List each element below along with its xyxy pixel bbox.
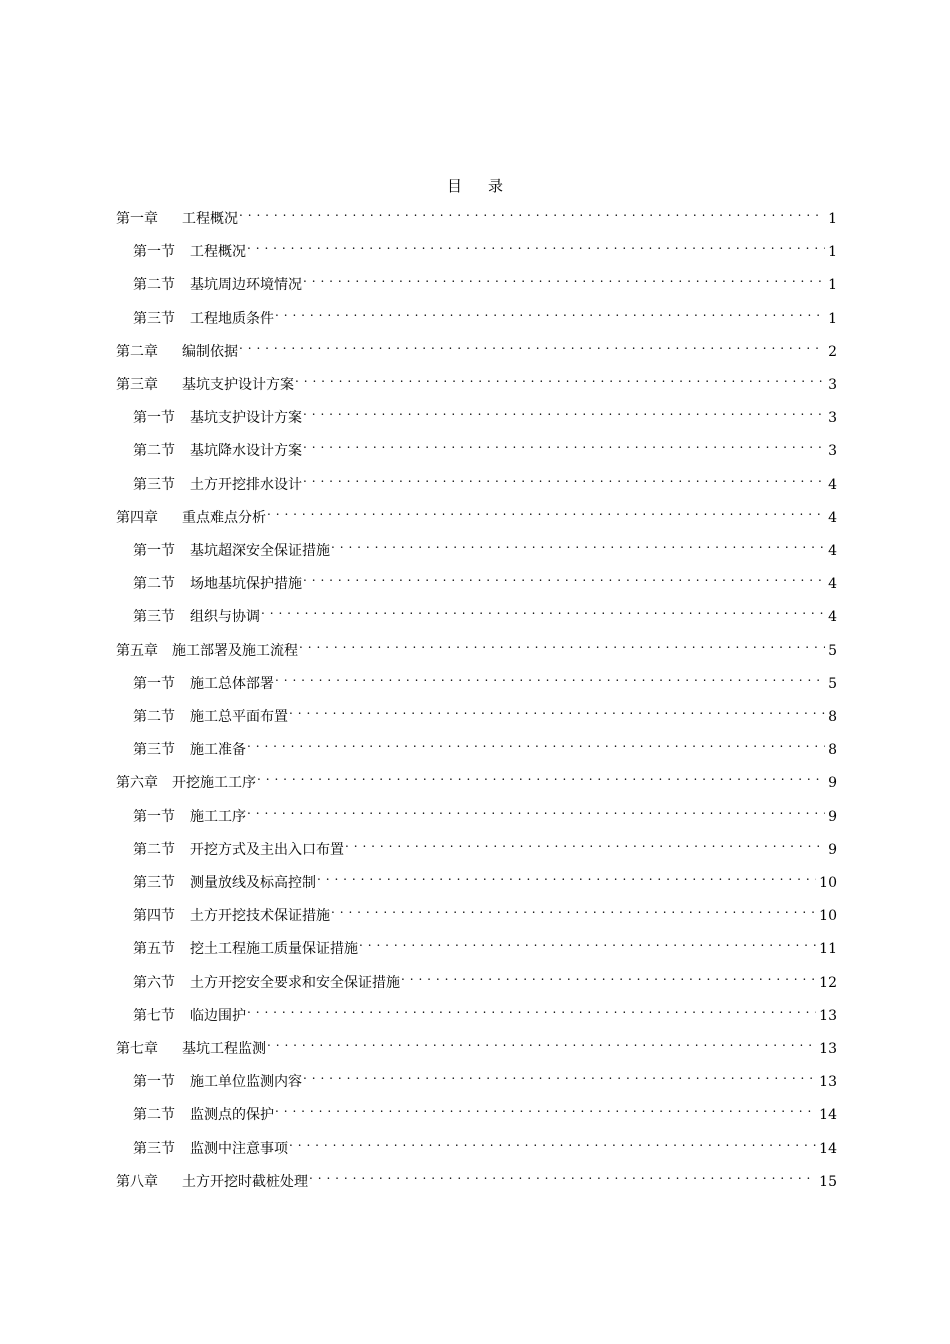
toc-entry-label — [133, 872, 316, 894]
toc-chapter-entry[interactable] — [116, 633, 837, 659]
toc-section-entry[interactable] — [133, 998, 837, 1024]
toc-entry-number: 第五节 — [133, 941, 175, 958]
toc-entry-label — [116, 374, 294, 396]
toc-section-entry[interactable] — [133, 931, 837, 958]
toc-entry-title: 开挖施工工序 — [172, 775, 256, 792]
toc-dot-leader — [345, 832, 825, 854]
toc-entry-number: 第七节 — [133, 1007, 175, 1024]
toc-section-entry[interactable] — [133, 1097, 837, 1124]
toc-chapter-entry[interactable] — [116, 765, 837, 792]
toc-dot-leader — [261, 599, 825, 621]
toc-entry-page-number: 4 — [828, 543, 837, 559]
toc-entry-page-number: 14 — [819, 1140, 837, 1157]
toc-entry-title: 基坑支护设计方案 — [190, 410, 302, 427]
toc-section-entry[interactable] — [133, 234, 837, 261]
toc-entry-label — [133, 274, 302, 296]
toc-dot-leader — [247, 998, 816, 1020]
toc-dot-leader — [239, 201, 825, 223]
toc-chapter-entry[interactable] — [116, 367, 837, 393]
toc-entry-number: 第八章 — [116, 1173, 158, 1190]
toc-entry-number: 第二章 — [116, 343, 158, 360]
toc-entry-title: 基坑工程监测 — [182, 1041, 266, 1057]
toc-entry-label — [133, 1071, 302, 1093]
toc-entry-page-number: 8 — [828, 742, 837, 759]
toc-entry-page-number: 10 — [819, 875, 837, 891]
toc-entry-label — [133, 440, 302, 462]
toc-entry-title: 基坑支护设计方案 — [182, 377, 294, 393]
toc-entry-number: 第二节 — [133, 277, 175, 294]
toc-section-entry[interactable] — [133, 1064, 837, 1091]
toc-entry-title: 基坑降水设计方案 — [190, 443, 302, 460]
toc-entry-number: 第二节 — [133, 841, 175, 858]
toc-entry-number: 第二节 — [133, 709, 175, 725]
toc-entry-title: 施工总平面布置 — [190, 709, 288, 725]
toc-entry-page-number: 15 — [819, 1173, 837, 1190]
toc-dot-leader — [303, 566, 825, 588]
toc-dot-leader — [331, 533, 825, 555]
toc-dot-leader — [289, 699, 825, 721]
toc-entry-label — [116, 507, 266, 529]
toc-entry-number: 第四章 — [116, 509, 158, 526]
toc-dot-leader — [239, 334, 825, 356]
toc-section-entry[interactable] — [133, 433, 837, 460]
toc-section-entry[interactable] — [133, 898, 837, 925]
toc-entry-number: 第七章 — [116, 1041, 158, 1057]
toc-dot-leader — [275, 666, 825, 688]
toc-entry-number: 第三节 — [133, 609, 175, 626]
toc-dot-leader — [303, 400, 825, 422]
toc-entry-label — [133, 806, 246, 828]
toc-entry-label — [133, 673, 274, 695]
toc-entry-title: 挖土工程施工质量保证措施 — [190, 941, 358, 958]
toc-entry-page-number: 1 — [828, 277, 837, 294]
toc-dot-leader — [299, 633, 825, 655]
toc-dot-leader — [247, 234, 825, 256]
toc-entry-page-number: 1 — [828, 244, 837, 261]
toc-entry-page-number: 5 — [828, 642, 837, 659]
toc-entry-title: 基坑超深安全保证措施 — [190, 543, 330, 559]
toc-entry-title: 监测中注意事项 — [190, 1140, 288, 1157]
toc-entry-title: 土方开挖安全要求和安全保证措施 — [190, 974, 400, 991]
toc-dot-leader — [401, 965, 816, 987]
toc-section-entry[interactable] — [133, 1131, 837, 1157]
toc-entry-page-number: 13 — [819, 1074, 837, 1091]
toc-title-part2: 录 — [488, 177, 504, 195]
toc-dot-leader — [247, 732, 825, 754]
toc-entry-page-number: 12 — [819, 974, 837, 991]
toc-entry-page-number: 4 — [828, 509, 837, 526]
toc-dot-leader — [295, 367, 825, 389]
toc-dot-leader — [303, 467, 825, 489]
toc-entry-title: 施工工序 — [190, 808, 246, 825]
toc-entry-number: 第四节 — [133, 908, 175, 925]
toc-section-entry[interactable] — [133, 666, 837, 692]
toc-entry-label — [116, 341, 238, 363]
toc-entry-number: 第一节 — [133, 410, 175, 427]
toc-entry-title: 施工单位监测内容 — [190, 1074, 302, 1091]
toc-dot-leader — [359, 931, 816, 953]
toc-entry-number: 第一节 — [133, 1074, 175, 1091]
toc-entry-page-number: 3 — [828, 443, 837, 460]
toc-entry-title: 土方开挖时截桩处理 — [182, 1173, 308, 1190]
toc-entry-page-number: 3 — [828, 377, 837, 393]
toc-entry-title: 开挖方式及主出入口布置 — [190, 841, 344, 858]
toc-title — [0, 176, 950, 196]
toc-entry-page-number: 1 — [828, 211, 837, 227]
toc-entry-label — [133, 938, 358, 960]
toc-entry-number: 第三节 — [133, 875, 175, 891]
toc-entry-label — [133, 308, 274, 330]
toc-entry-number: 第一章 — [116, 211, 158, 227]
toc-entry-page-number: 4 — [828, 476, 837, 493]
toc-section-entry[interactable] — [133, 533, 837, 559]
toc-title-part1: 目 — [446, 177, 462, 195]
toc-entry-label — [133, 540, 330, 562]
toc-entry-page-number: 14 — [819, 1107, 837, 1124]
toc-entry-number: 第三节 — [133, 310, 175, 327]
toc-entry-number: 第二节 — [133, 1107, 175, 1124]
toc-dot-leader — [257, 765, 825, 787]
toc-entry-title: 施工准备 — [190, 742, 246, 759]
toc-entry-page-number: 13 — [819, 1041, 837, 1057]
toc-entry-number: 第一节 — [133, 808, 175, 825]
toc-entry-title: 监测点的保护 — [190, 1107, 274, 1124]
toc-entry-page-number: 9 — [828, 808, 837, 825]
toc-section-entry[interactable] — [133, 267, 837, 294]
toc-entry-label — [133, 573, 302, 595]
toc-entry-number: 第一节 — [133, 543, 175, 559]
toc-entry-title: 测量放线及标高控制 — [190, 875, 316, 891]
toc-entry-label — [116, 1171, 308, 1193]
toc-entry-title: 施工部署及施工流程 — [172, 642, 298, 659]
toc-entry-page-number: 8 — [828, 709, 837, 725]
toc-entry-number: 第一节 — [133, 244, 175, 261]
toc-dot-leader — [267, 500, 825, 522]
toc-entry-label — [133, 839, 344, 861]
toc-entry-label — [133, 706, 288, 728]
toc-entry-page-number: 9 — [828, 841, 837, 858]
toc-section-entry[interactable] — [133, 732, 837, 759]
toc-entry-page-number: 3 — [828, 410, 837, 427]
toc-entry-title: 临边围护 — [190, 1007, 246, 1024]
toc-entry-label — [133, 474, 302, 496]
toc-entry-page-number: 4 — [828, 576, 837, 593]
toc-entry-title: 工程概况 — [190, 244, 246, 261]
toc-dot-leader — [331, 898, 816, 920]
toc-entry-title: 重点难点分析 — [182, 509, 266, 526]
toc-entry-title: 施工总体部署 — [190, 675, 274, 692]
toc-entry-number: 第三节 — [133, 1140, 175, 1157]
toc-entry-label — [133, 1104, 274, 1126]
toc-dot-leader — [317, 865, 816, 887]
toc-section-entry[interactable] — [133, 832, 837, 858]
toc-entry-number: 第一节 — [133, 675, 175, 692]
toc-dot-leader — [303, 433, 825, 455]
toc-section-entry[interactable] — [133, 301, 837, 327]
toc-section-entry[interactable] — [133, 467, 837, 493]
toc-dot-leader — [309, 1164, 816, 1186]
toc-dot-leader — [247, 799, 825, 821]
toc-entry-label — [133, 1005, 246, 1027]
toc-chapter-entry[interactable] — [116, 201, 837, 227]
toc-entry-label — [133, 905, 330, 927]
toc-entry-number: 第五章 — [116, 642, 158, 659]
toc-entry-label — [116, 772, 256, 794]
toc-entry-title: 场地基坑保护措施 — [190, 576, 302, 593]
toc-dot-leader — [267, 1031, 816, 1053]
toc-entry-number: 第二节 — [133, 443, 175, 460]
toc-chapter-entry[interactable] — [116, 334, 837, 360]
toc-entry-label — [133, 407, 302, 429]
toc-chapter-entry[interactable] — [116, 1164, 837, 1190]
toc-entry-label — [116, 1038, 266, 1060]
toc-entry-number: 第三章 — [116, 377, 158, 393]
toc-entry-number: 第二节 — [133, 576, 175, 593]
toc-entry-title: 组织与协调 — [190, 609, 260, 626]
toc-entry-page-number: 9 — [828, 775, 837, 792]
toc-entry-number: 第三节 — [133, 742, 175, 759]
toc-dot-leader — [303, 267, 825, 289]
toc-entry-label — [133, 241, 246, 263]
toc-entry-number: 第六节 — [133, 974, 175, 991]
toc-entry-number: 第六章 — [116, 775, 158, 792]
toc-entry-page-number: 1 — [828, 310, 837, 327]
toc-entry-title: 编制依据 — [182, 343, 238, 360]
toc-entry-number: 第三节 — [133, 476, 175, 493]
toc-section-entry[interactable] — [133, 699, 837, 725]
toc-entry-page-number: 5 — [828, 675, 837, 692]
toc-section-entry[interactable] — [133, 965, 837, 991]
toc-entry-title: 工程概况 — [182, 211, 238, 227]
toc-section-entry[interactable] — [133, 400, 837, 427]
toc-dot-leader — [303, 1064, 816, 1086]
toc-section-entry[interactable] — [133, 799, 837, 825]
toc-dot-leader — [275, 1097, 816, 1119]
toc-dot-leader — [289, 1131, 816, 1153]
toc-entry-title: 土方开挖技术保证措施 — [190, 908, 330, 925]
toc-entry-title: 工程地质条件 — [190, 310, 274, 327]
toc-entry-page-number: 4 — [828, 609, 837, 626]
toc-entry-label — [116, 640, 298, 662]
toc-entry-title: 土方开挖排水设计 — [190, 476, 302, 493]
toc-entry-label — [133, 1138, 288, 1160]
toc-entry-label — [133, 972, 400, 994]
toc-entry-page-number: 11 — [819, 941, 837, 958]
toc-entry-label — [116, 208, 238, 230]
toc-entry-label — [133, 739, 246, 761]
toc-entry-label — [133, 606, 260, 628]
toc-entry-title: 基坑周边环境情况 — [190, 277, 302, 294]
toc-entry-page-number: 10 — [819, 908, 837, 925]
toc-chapter-entry[interactable] — [116, 500, 837, 526]
toc-chapter-entry[interactable] — [116, 1031, 837, 1057]
toc-section-entry[interactable] — [133, 865, 837, 891]
toc-entry-page-number: 2 — [828, 343, 837, 360]
toc-section-entry[interactable] — [133, 599, 837, 626]
toc-entry-page-number: 13 — [819, 1007, 837, 1024]
toc-section-entry[interactable] — [133, 566, 837, 593]
toc-dot-leader — [275, 301, 825, 323]
